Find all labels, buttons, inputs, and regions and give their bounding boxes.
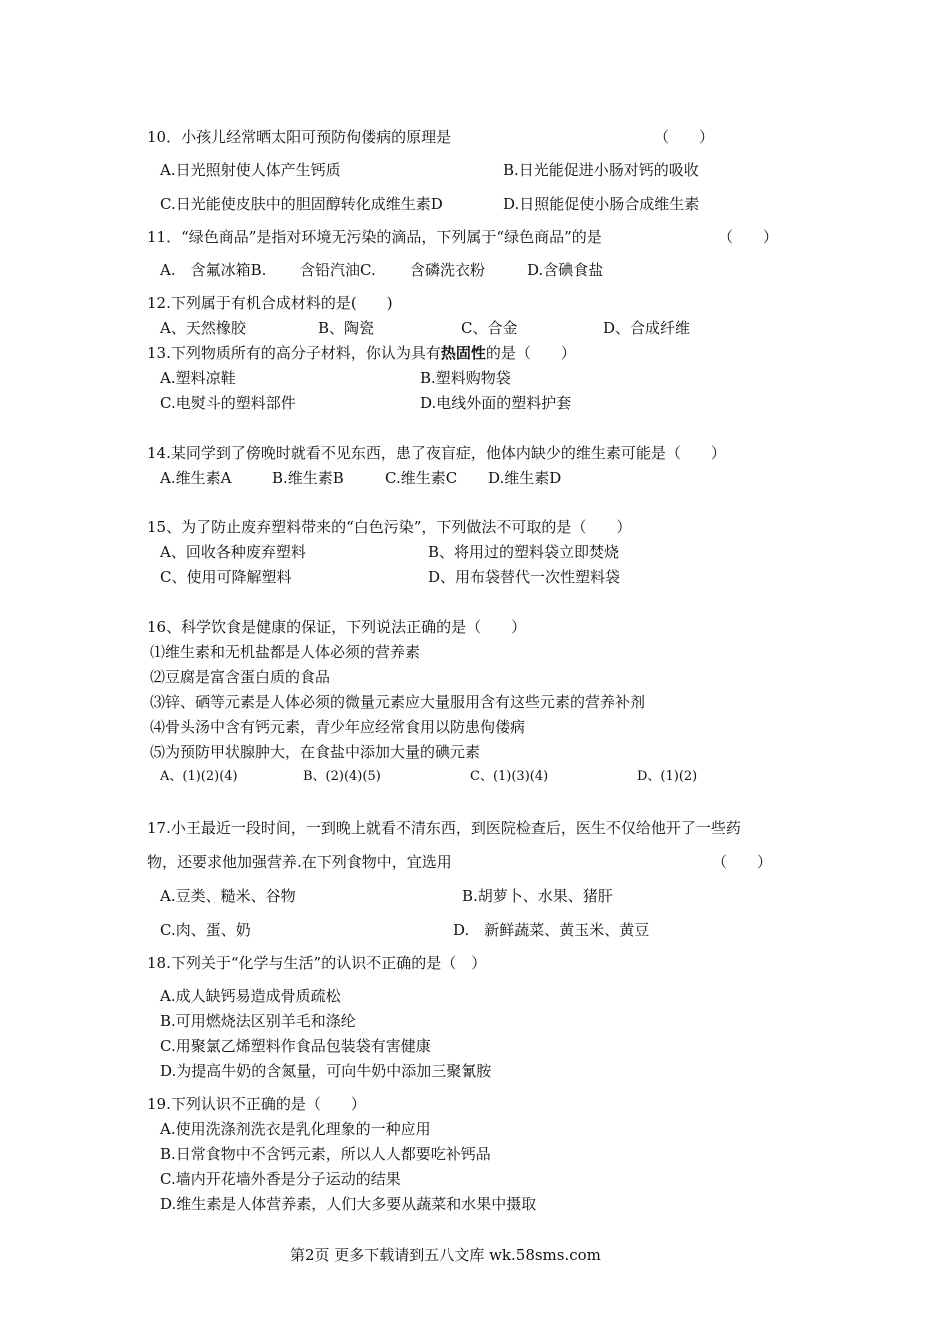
q19-option-a: A.使用洗涤剂洗衣是乳化理象的一种应用 [160, 1120, 431, 1138]
q18-stem: 18.下列关于“化学与生活”的认识不正确的是（ ） [147, 954, 487, 972]
page-footer: 第2页 更多下载请到五八文库 wk.58sms.com [290, 1246, 601, 1264]
q15-option-d: D、用布袋替代一次性塑料袋 [428, 568, 621, 586]
q11-stem: 11．“绿色商品”是指对环境无污染的滴品，下列属于“绿色商品”的是 [147, 228, 602, 246]
q11-option-d: D.含碘食盐 [527, 261, 604, 279]
q10-paren: （ ） [654, 128, 715, 146]
q14-option-a: A.维生素A [160, 469, 232, 487]
q15-option-c: C、使用可降解塑料 [160, 568, 292, 586]
q10-option-a: A.日光照射使人体产生钙质 [160, 161, 341, 179]
q10-stem: 10．小孩儿经常晒太阳可预防佝偻病的原理是 [147, 128, 452, 146]
q13-stem [147, 343, 576, 363]
q18-option-a: A.成人缺钙易造成骨质疏松 [160, 987, 341, 1005]
q19-option-d: D.维生素是人体营养素，人们大多要从蔬菜和水果中摄取 [160, 1195, 537, 1213]
q13-option-a: A.塑料凉鞋 [160, 369, 236, 387]
q10-option-c: C.日光能使皮肤中的胆固醇转化成维生素D [160, 195, 443, 213]
q16-statement-3: ⑶锌、硒等元素是人体必须的微量元素应大量服用含有这些元素的营养补剂 [150, 693, 646, 711]
q15-option-a: A、回收各种废弃塑料 [160, 543, 306, 561]
q16-option-b: B、(2)(4)(5) [303, 769, 381, 784]
q12-option-b: B、陶瓷 [318, 319, 375, 337]
q19-option-b: B.日常食物中不含钙元素，所以人人都要吃补钙品 [160, 1145, 491, 1163]
q12-option-c: C、合金 [461, 319, 518, 337]
q16-statement-2: ⑵豆腐是富含蛋白质的食品 [150, 668, 331, 686]
q19-stem: 19.下列认识不正确的是（ ） [147, 1095, 366, 1113]
q17-stem-line1: 17.小王最近一段时间，一到晚上就看不清东西，到医院检查后，医生不仅给他开了一些药 [147, 819, 741, 837]
q14-option-c: C.维生素C [385, 469, 458, 487]
q14-option-d: D.维生素D [488, 469, 562, 487]
q16-statement-5: ⑸为预防甲状腺肿大，在食盐中添加大量的碘元素 [150, 743, 481, 761]
q13-stem-pre: 13.下列物质所有的高分子材料，你认为具有 [147, 344, 441, 362]
q16-option-d: D、(1)(2) [637, 769, 698, 784]
q16-option-c: C、(1)(3)(4) [470, 769, 549, 784]
q17-option-c: C.肉、蛋、奶 [160, 921, 251, 939]
q11-option-c: 含磷洗衣粉 [410, 261, 486, 279]
q13-stem-post: 的是（ ） [485, 344, 576, 362]
q15-option-b: B、将用过的塑料袋立即焚烧 [428, 543, 620, 561]
q11-option-a: A. 含氟冰箱B. [160, 261, 267, 279]
q16-option-a: A、(1)(2)(4) [160, 769, 238, 784]
q11-paren: （ ） [718, 228, 779, 246]
q12-option-a: A、天然橡胶 [160, 319, 246, 337]
q10-option-b: B.日光能促进小肠对钙的吸收 [503, 161, 699, 179]
q17-option-d: D. 新鲜蔬菜、黄玉米、黄豆 [453, 921, 650, 939]
q18-option-c: C.用聚氯乙烯塑料作食品包装袋有害健康 [160, 1037, 431, 1055]
q12-option-d: D、合成纤维 [603, 319, 691, 337]
q13-stem-bold: 热固性 [440, 344, 486, 362]
q16-statement-1: ⑴维生素和无机盐都是人体必须的营养素 [150, 643, 421, 661]
q17-paren: （ ） [712, 853, 773, 871]
q17-option-a: A.豆类、糙米、谷物 [160, 887, 296, 905]
q17-stem-line2: 物，还要求他加强营养.在下列食物中，宜选用 [147, 853, 452, 871]
q15-stem: 15、为了防止废弃塑料带来的“白色污染”，下列做法不可取的是（ ） [147, 518, 632, 536]
q13-option-d: D.电线外面的塑料护套 [420, 394, 572, 412]
q14-option-b: B.维生素B [272, 469, 344, 487]
q18-option-b: B.可用燃烧法区别羊毛和涤纶 [160, 1012, 356, 1030]
q12-stem: 12.下列属于有机合成材料的是( ) [147, 294, 393, 312]
q16-stem: 16、科学饮食是健康的保证，下列说法正确的是（ ） [147, 618, 527, 636]
q13-option-c: C.电熨斗的塑料部件 [160, 394, 296, 412]
q16-statement-4: ⑷骨头汤中含有钙元素，青少年应经常食用以防患佝偻病 [150, 718, 526, 736]
q19-option-c: C.墙内开花墙外香是分子运动的结果 [160, 1170, 401, 1188]
q10-option-d: D.日照能促使小肠合成维生素 [503, 195, 700, 213]
q11-option-b: 含铅汽油C. [300, 261, 376, 279]
q14-stem: 14.某同学到了傍晚时就看不见东西，患了夜盲症，他体内缺少的维生素可能是（ ） [147, 444, 726, 462]
q18-option-d: D.为提高牛奶的含氮量，可向牛奶中添加三聚氰胺 [160, 1062, 492, 1080]
q17-option-b: B.胡萝卜、水果、猪肝 [462, 887, 613, 905]
q13-option-b: B.塑料购物袋 [420, 369, 511, 387]
